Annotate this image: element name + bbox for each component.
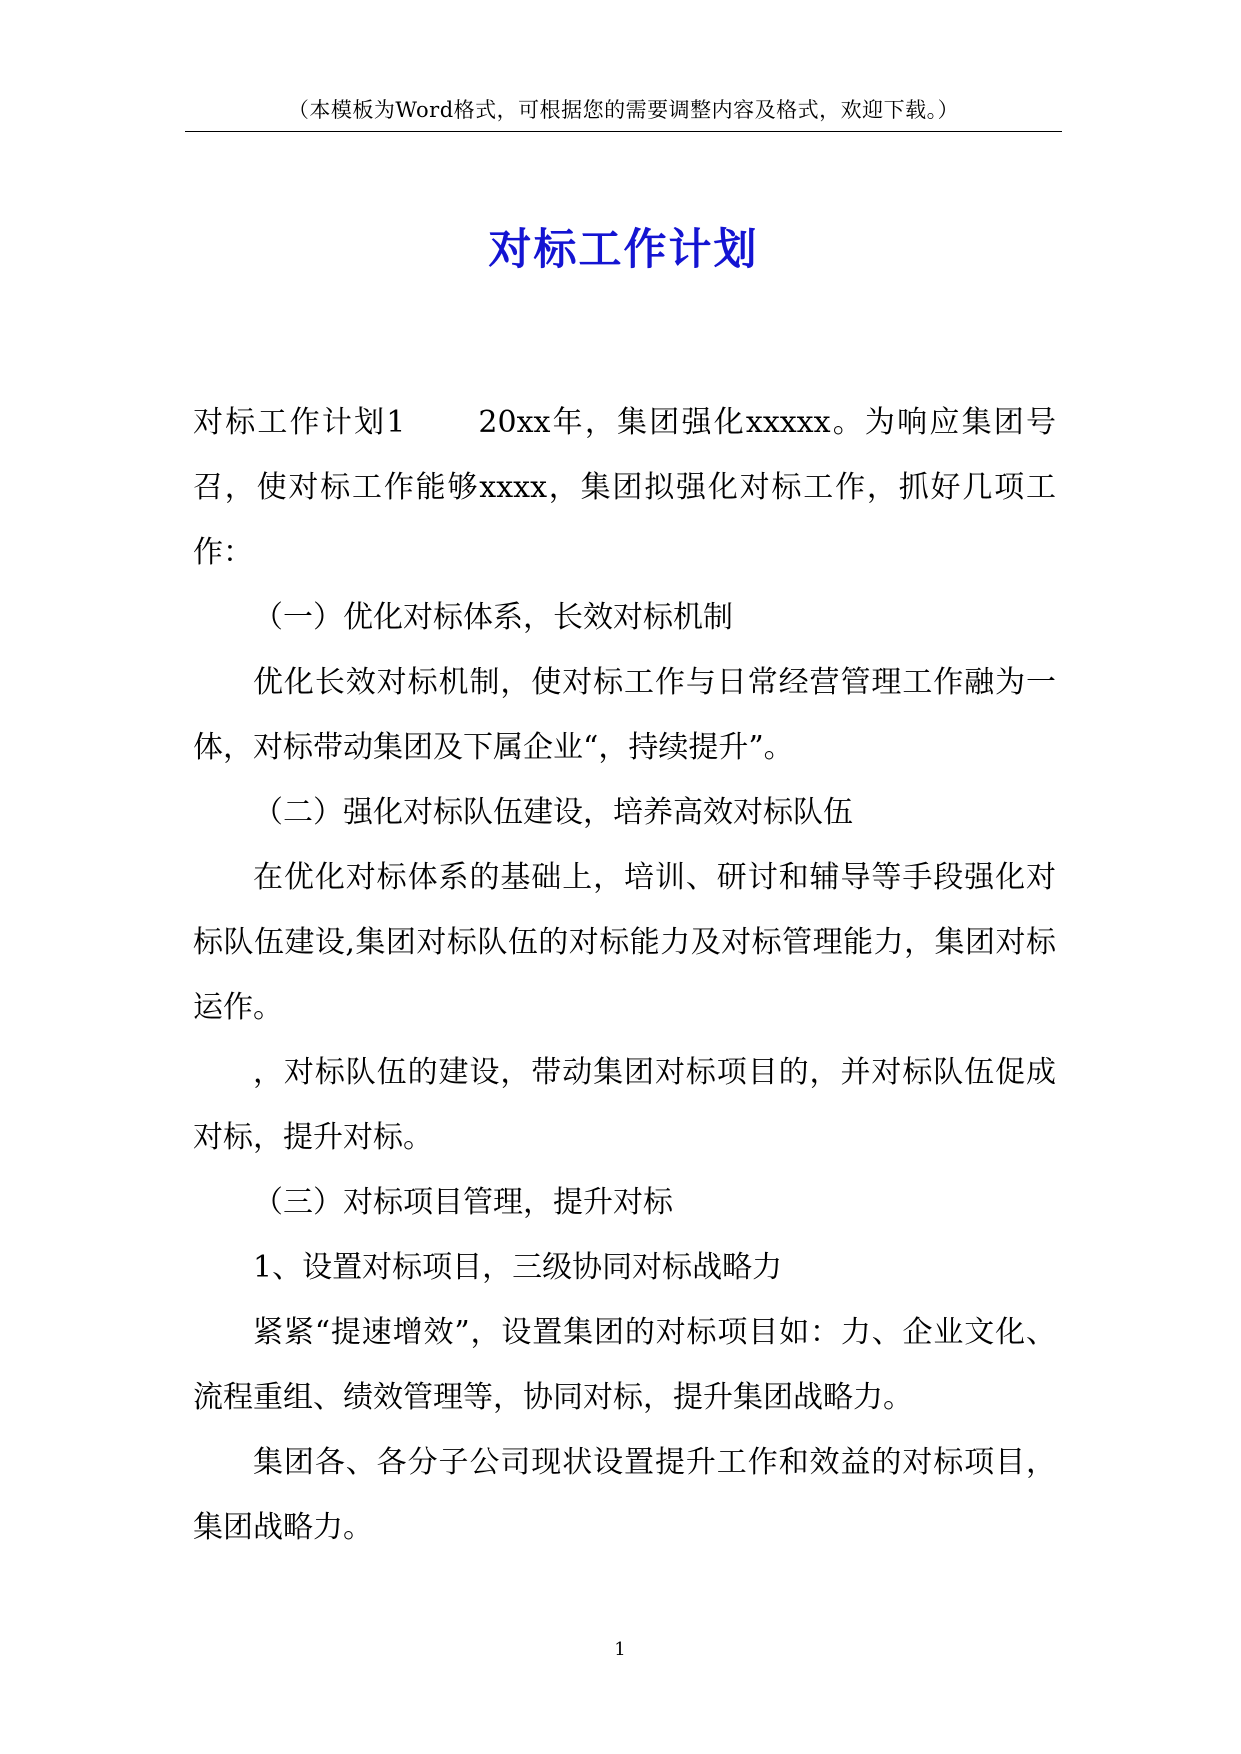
document-body (193, 390, 1056, 1560)
intro-paragraph (193, 390, 1056, 585)
section-heading-3: （三）对标项目管理，提升对标 (253, 1185, 673, 1220)
header-divider (185, 131, 1062, 132)
section-heading-2: （二）强化对标队伍建设，培养高效对标队伍 (253, 795, 853, 830)
intro-text: 20xx年，集团强化xxxxx。为响应集团号召，使对标工作能够xxxx，集团拟强化对标工作，抓好几项工作： (193, 405, 1057, 570)
page-number: 1 (614, 1639, 626, 1660)
body-paragraph: 优化长效对标机制，使对标工作与日常经营管理工作融为一体，对标带动集团及下属企业“，持续提升”。 (193, 665, 1056, 765)
intro-label: 对标工作计划1 (193, 405, 406, 440)
body-paragraph: 紧紧“提速增效”，设置集团的对标项目如：力、企业文化、流程重组、绩效管理等，协同对标，提升集团战略力。 (193, 1315, 1056, 1415)
body-paragraph: 集团各、各分子公司现状设置提升工作和效益的对标项目，集团战略力。 (193, 1445, 1056, 1545)
body-paragraph: 在优化对标体系的基础上，培训、研讨和辅导等手段强化对标队伍建设,集团对标队伍的对标能力及对标管理能力，集团对标运作。 (193, 860, 1056, 1025)
body-paragraph: ，对标队伍的建设，带动集团对标项目的，并对标队伍促成对标，提升对标。 (193, 1055, 1056, 1155)
section-heading-1: （一）优化对标体系，长效对标机制 (253, 600, 733, 635)
document-title: 对标工作计划 (488, 225, 759, 275)
subsection-heading-1: 1、设置对标项目，三级协同对标战略力 (253, 1250, 783, 1285)
page-header-note: （本模板为Word格式，可根据您的需要调整内容及格式，欢迎下载。） (287, 98, 960, 122)
